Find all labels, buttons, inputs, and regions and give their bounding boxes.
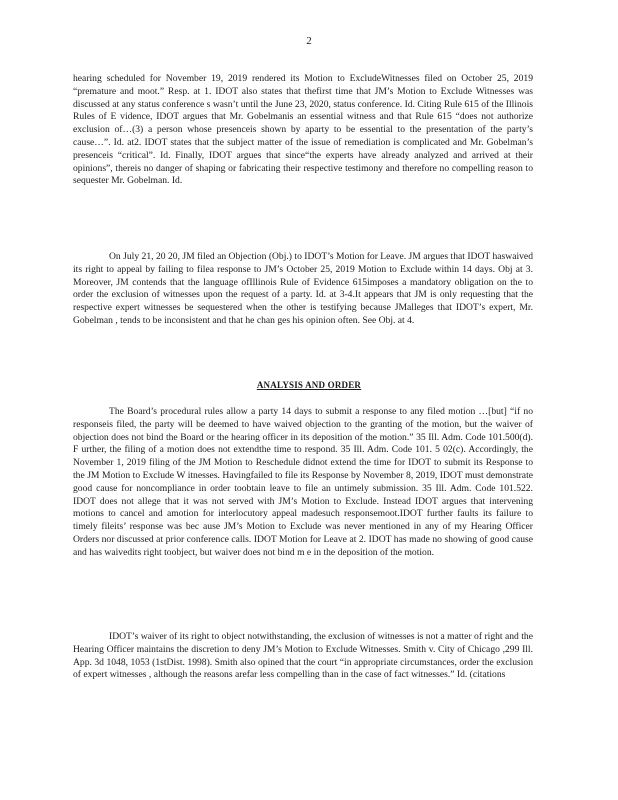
paragraph-text: On July 21, 20 20, JM filed an Objection (Obj.) to IDOT’s Motion for Leave. JM argues that IDOT haswaived its right to appeal by failing to filea response to JM’s October 25, 2019 Motion to Exclude within 14 days. Obj at 3. Moreover, JM contends that the language ofIllinois Rule of Evidence 615imposes a mandatory obligation on the to order the exclusion of witnesses upon the request of a party. Id. at 3-4.It appears that JM is only requesting that the respective expert witnesses be sequestered when the other is testifying because JMalleges that IDOT’s expert, Mr. Gobelman , tends to be inconsistent and that he chan ges his opinion often. See Obj. at 4.	[73, 251, 533, 326]
paragraph-jm-objection	[73, 251, 533, 328]
paragraph-text: The Board’s procedural rules allow a party 14 days to submit a response to any filed motion …[but] “if no responseis filed, the party will be deemed to have waived objection to the granting of the motion, but the waiver of objection does not bind the Board or the hearing officer in its deposition of the motion.” 35 Ill. Adm. Code 101.500(d). F urther, the filing of a motion does not extendthe time to respond. 35 Ill. Adm. Code 101. 5 02(c). Accordingly, the November 1, 2019 filing of the JM Motion to Reschedule didnot extend the time for IDOT to submit its Response to the JM Motion to Exclude W itnesses. Havingfailed to file its Response by November 8, 2019, IDOT must demonstrate good cause for noncompliance in order toobtain leave to file an untimely submission. 35 Ill. Adm. Code 101.522. IDOT does not allege that it was not served with JM’s Motion to Exclude. Instead IDOT argues that intervening motions to cancel and amotion for interlocutory appeal madesuch responsemoot.IDOT further faults its failure to timely fileits’ response was bec ause JM’s Motion to Exclude was never mentioned in any of my Hearing Officer Orders nor discussed at prior conference calls. IDOT Motion for Leave at 2. IDOT has made no showing of good cause and has waivedits right toobject, but waiver does not bind m e in the deposition of the motion.	[73, 406, 533, 558]
paragraph-waiver	[73, 631, 533, 682]
paragraph-hearing-schedule	[73, 73, 533, 188]
paragraph-procedural-rules	[73, 406, 533, 560]
paragraph-text: hearing scheduled for November 19, 2019 rendered its Motion to ExcludeWitnesses filed on October 25, 2019 “premature and moot.” Resp. at 1. IDOT also states that thefirst time that JM’s Motion to Exclude Witnesses was discussed at any status conference s wasn’t until the June 23, 2020, status conference. Id. Citing Rule 615 of the Illinois Rules of E vidence, IDOT argues that Mr. Gobelmanis an essential witness and that Rule 615 “does not authorize exclusion of…(3) a person whose presenceis shown by aparty to be essential to the presentation of the party’s cause…”. Id. at2. IDOT states that the subject matter of the issue of remediation is complicated and Mr. Gobelman’s presenceis “critical”. Id. Finally, IDOT argues that since“the experts have already analyzed and arrived at their opinions”, thereis no danger of shaping or fabricating their respective testimony and therefore no compelling reason to sequester Mr. Gobelman. Id.	[73, 73, 533, 187]
paragraph-text: IDOT’s waiver of its right to object notwithstanding, the exclusion of witnesses is not a matter of right and the Hearing Officer maintains the discretion to deny JM’s Motion to Exclude Witnesses. Smith v. City of Chicago ,299 Ill. App. 3d 1048, 1053 (1stDist. 1998). Smith also opined that the court “in appropriate circumstances, order the exclusion of expert witnesses , although the reasons arefar less compelling than in the case of fact witnesses.” Id. (citations	[73, 631, 533, 681]
page-number: 2	[306, 35, 312, 47]
section-heading: ANALYSIS AND ORDER	[256, 380, 362, 390]
